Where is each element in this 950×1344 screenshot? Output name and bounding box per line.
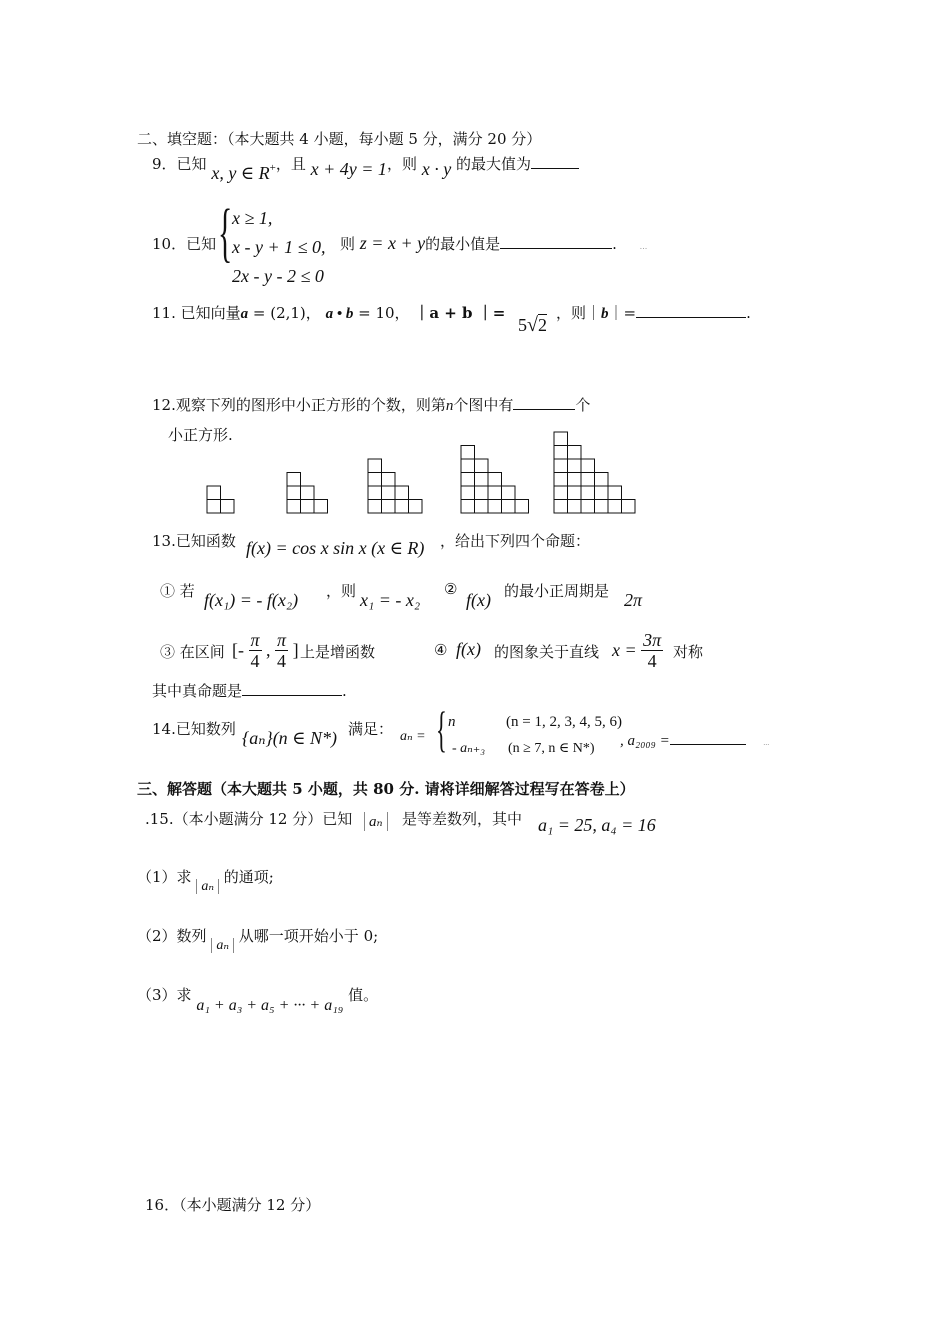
small-square bbox=[301, 500, 315, 514]
q15-seq: aₙ bbox=[364, 812, 388, 831]
staircase-3 bbox=[368, 459, 422, 513]
small-square bbox=[568, 486, 582, 500]
question-12: 12.观察下列的图形中小正方形的个数，则第n个图中有 个 bbox=[152, 396, 591, 414]
q15-head: .15.（本小题满分 12 分）已知 bbox=[145, 810, 353, 828]
small-square bbox=[488, 500, 502, 514]
q10-number: 10．已知 bbox=[152, 235, 217, 253]
small-square bbox=[461, 473, 475, 487]
q13-p2-val: 2π bbox=[624, 590, 643, 610]
small-square bbox=[554, 473, 568, 487]
small-square bbox=[581, 459, 595, 473]
q13-number: 13.已知函数 bbox=[152, 532, 236, 550]
small-square bbox=[475, 486, 489, 500]
q16-head: 16．（本小题满分 12 分） bbox=[145, 1196, 321, 1214]
q13-p2-expr: f(x) bbox=[466, 590, 491, 610]
q13-p4-mid: 的图象关于直线 bbox=[494, 643, 600, 661]
small-square bbox=[368, 486, 382, 500]
q9-cond2: x + 4y = 1 bbox=[310, 159, 387, 179]
q13-tail: ，给出下列四个命题： bbox=[440, 532, 591, 550]
small-square bbox=[568, 459, 582, 473]
small-square bbox=[595, 473, 609, 487]
small-square bbox=[382, 473, 396, 487]
small-square bbox=[475, 473, 489, 487]
q14-lhs: aₙ = bbox=[400, 729, 426, 744]
q12-line2: 小正方形. bbox=[168, 426, 233, 444]
q11-root: 5√2 bbox=[518, 314, 547, 336]
q13-p2-label: ② bbox=[444, 580, 458, 598]
q9-number: 9．已知 bbox=[152, 155, 207, 173]
small-square bbox=[221, 500, 235, 514]
q13-p2-tail: 的最小正周期是 bbox=[504, 582, 610, 600]
small-square bbox=[368, 459, 382, 473]
q13-p1-label: ① 若 bbox=[160, 582, 195, 600]
q14-answer-blank[interactable] bbox=[670, 730, 746, 745]
section-2-heading: 二、填空题：（本大题共 4 小题，每小题 5 分，满分 20 分） bbox=[137, 130, 542, 148]
small-square bbox=[368, 500, 382, 514]
small-square bbox=[568, 446, 582, 460]
small-square bbox=[622, 500, 636, 514]
q14-case2-val: - aₙ₊₃ bbox=[452, 741, 486, 756]
q13-p4-line: x = $\frac{3\pi}{4}$ bbox=[612, 630, 662, 671]
small-square bbox=[207, 500, 221, 514]
small-square bbox=[568, 500, 582, 514]
small-square bbox=[382, 500, 396, 514]
small-square bbox=[395, 486, 409, 500]
small-square bbox=[287, 486, 301, 500]
q10-expr: z = x + y bbox=[359, 233, 426, 253]
staircase-2 bbox=[287, 473, 328, 514]
small-square bbox=[554, 432, 568, 446]
q9-expr: x · y bbox=[421, 159, 452, 179]
q13-p1-expr: f(x₁) = - f(x₂) bbox=[204, 590, 299, 610]
q10-answer-blank[interactable] bbox=[500, 234, 612, 249]
q14-case1-cond: (n = 1, 2, 3, 4, 5, 6) bbox=[506, 714, 622, 730]
small-square bbox=[461, 446, 475, 460]
small-square bbox=[382, 486, 396, 500]
small-square bbox=[515, 500, 529, 514]
q13-p1-mid: ，则 bbox=[326, 582, 357, 600]
q14-target: , a₂₀₀₉ = ... bbox=[620, 730, 769, 750]
small-square bbox=[409, 500, 423, 514]
question-11: 11. 已知向量a = (2,1)， a • b = 10， ｜a + b ｜= bbox=[152, 304, 506, 322]
q15-p1: （1）求 aₙ 的通项; bbox=[137, 868, 274, 894]
small-square bbox=[488, 486, 502, 500]
q10-tail: 则 z = x + y的最小值是 . ... bbox=[340, 233, 648, 253]
q13-p4-label: ④ bbox=[434, 641, 448, 659]
small-square bbox=[314, 500, 328, 514]
small-square bbox=[207, 486, 221, 500]
small-square bbox=[395, 500, 409, 514]
q14-brace: { bbox=[436, 701, 447, 757]
q15-p3: （3）求 a₁ + a₃ + a₅ + ··· + a₁₉ 值。 bbox=[137, 986, 379, 1014]
q9-cond1: x, y ∈ R+ bbox=[211, 162, 276, 183]
staircase-5 bbox=[554, 432, 635, 513]
q13-p3-tail: 上是增函数 bbox=[300, 643, 376, 661]
q14-case2-cond: (n ≥ 7, n ∈ N*) bbox=[508, 741, 595, 756]
staircase-1 bbox=[207, 486, 234, 513]
small-square bbox=[595, 486, 609, 500]
small-square bbox=[461, 500, 475, 514]
small-square bbox=[287, 473, 301, 487]
q10-line1: x ≥ 1, bbox=[232, 208, 273, 228]
q14-case1-val: n bbox=[448, 714, 456, 730]
q15-given: a₁ = 25, a₄ = 16 bbox=[538, 815, 656, 835]
q9-answer-blank[interactable] bbox=[531, 154, 579, 169]
q15-p2: （2）数列 aₙ 从哪一项开始小于 0; bbox=[137, 927, 379, 953]
small-square bbox=[488, 473, 502, 487]
q10-brace: { bbox=[218, 196, 233, 269]
small-square bbox=[554, 486, 568, 500]
q13-answer-blank[interactable] bbox=[242, 681, 342, 696]
q14-number: 14.已知数列 bbox=[152, 720, 236, 738]
q12-answer-blank[interactable] bbox=[513, 395, 575, 410]
section-3-heading: 三、解答题（本大题共 5 小题，共 80 分. 请将详细解答过程写在答卷上） bbox=[137, 780, 635, 798]
small-square bbox=[502, 486, 516, 500]
question-9: 9．已知 x, y ∈ R+，且 x + 4y = 1，则 x · y 的最大值为 bbox=[152, 152, 579, 174]
small-square bbox=[475, 500, 489, 514]
small-square bbox=[287, 500, 301, 514]
small-square bbox=[554, 459, 568, 473]
small-square bbox=[581, 473, 595, 487]
small-square bbox=[475, 459, 489, 473]
q14-mid: 满足： bbox=[348, 720, 394, 738]
small-square bbox=[581, 500, 595, 514]
q11-tail: ，则｜b｜= . bbox=[556, 304, 751, 322]
q13-question: 其中真命题是 . bbox=[152, 682, 347, 700]
small-square bbox=[461, 459, 475, 473]
small-square bbox=[608, 500, 622, 514]
q13-p4-expr: f(x) bbox=[456, 639, 481, 659]
small-square bbox=[608, 486, 622, 500]
q10-line2: x - y + 1 ≤ 0, bbox=[232, 237, 326, 257]
q10-line3: 2x - y - 2 ≤ 0 bbox=[232, 266, 324, 286]
small-square bbox=[568, 473, 582, 487]
q13-p3-label: ③ 在区间 bbox=[160, 643, 225, 661]
q13-p4-tail: 对称 bbox=[673, 643, 704, 661]
small-square bbox=[595, 500, 609, 514]
q13-p1-concl: x₁ = - x₂ bbox=[360, 590, 421, 610]
small-square bbox=[581, 486, 595, 500]
small-square bbox=[368, 473, 382, 487]
q11-answer-blank[interactable] bbox=[636, 303, 746, 318]
staircase-4 bbox=[461, 446, 529, 514]
q13-func: f(x) = cos x sin x (x ∈ R) bbox=[246, 538, 425, 558]
q15-mid: 是等差数列，其中 bbox=[402, 810, 523, 828]
small-square bbox=[461, 486, 475, 500]
q13-p3-interval: [- $\frac{\pi}{4}$ , $\frac{\pi}{4}$ ] bbox=[232, 630, 299, 671]
small-square bbox=[554, 500, 568, 514]
q12-staircase-figure bbox=[200, 425, 650, 517]
q14-seq: {aₙ}(n ∈ N*) bbox=[242, 728, 338, 748]
small-square bbox=[502, 500, 516, 514]
small-square bbox=[554, 446, 568, 460]
small-square bbox=[301, 486, 315, 500]
